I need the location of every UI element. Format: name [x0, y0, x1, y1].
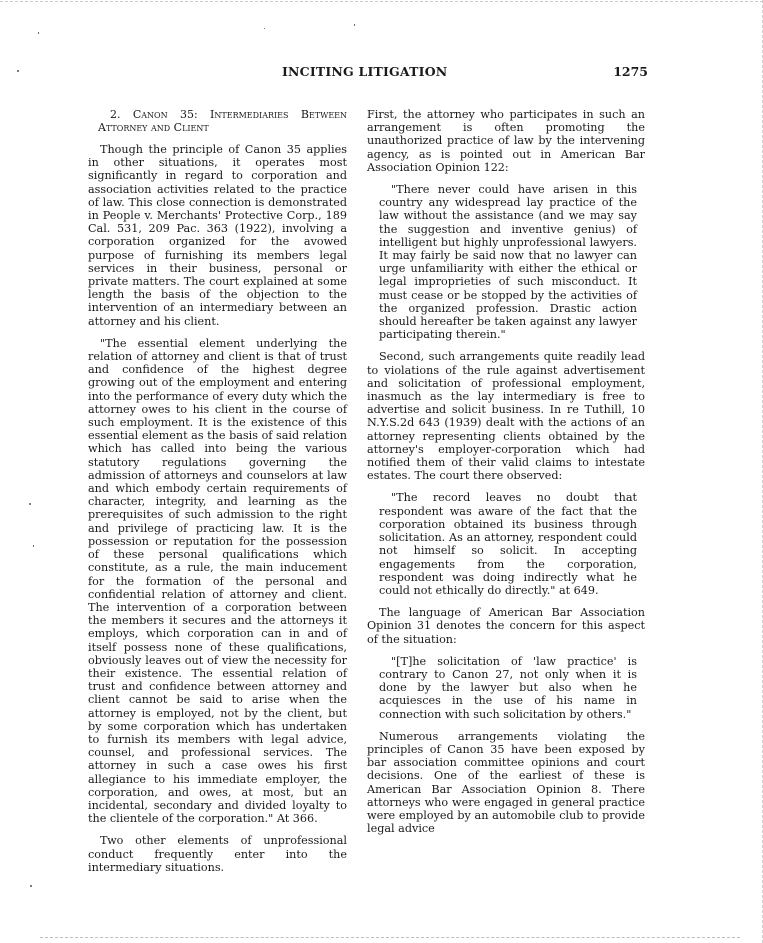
right-column: [367, 108, 645, 844]
scan-top-edge: [0, 1, 763, 2]
section-heading: 2. Canon 35: Intermediaries Between Attorney and Client: [98, 108, 347, 134]
scan-speck: [30, 885, 32, 887]
scan-speck: [264, 28, 265, 29]
block-quote: "There never could have arisen in this country any widespread lay practice of the law without the assistance (and we may say the suggestion and inventive genius) of intelligent but highly unprofessional lawyers. It may fairly be said now that no lawyer can urge unfamiliarity with either the ethical or legal improprieties of such misconduct. It must cease or be stopped by the activities of the organized profession. Drastic action should hereafter be taken against any lawyer participating therein.": [379, 183, 637, 342]
left-column: [88, 108, 347, 883]
paragraph: Second, such arrangements quite readily lead to violations of the rule against advertisement and solicitation of professional employment, inasmuch as the lay intermediary is free to advertise and solicit business. In re Tuthill, 10 N.Y.S.2d 643 (1939) dealt with the actions of an attorney representing clients obtained by the attorney's employer-corporation which had notified them of their valid claims to intestate estates. The court there observed:: [367, 350, 645, 483]
block-quote: "The record leaves no doubt that respondent was aware of the fact that the corporation obtained its business through solicitation. As an attorney, respondent could not himself so solicit. In accepting engagements from the corporation, respondent was doing indirectly what he could not ethically do directly." at 649.: [379, 491, 637, 597]
scan-speck: [354, 24, 355, 26]
scan-speck: [29, 503, 31, 505]
page-number: 1275: [613, 64, 648, 79]
block-quote: "[T]he solicitation of 'law practice' is contrary to Canon 27, not only when it is done by the lawyer but also when he acquiesces in the use of his name in connection with such solicitation by others.": [379, 654, 637, 721]
paragraph: Two other elements of unprofessional conduct frequently enter into the intermediary situations.: [88, 834, 347, 874]
running-head: INCITING LITIGATION: [282, 64, 448, 79]
page-header: [88, 64, 648, 84]
scan-speck: [33, 545, 34, 547]
scan-speck: [38, 32, 39, 34]
scan-speck: [17, 70, 19, 72]
paragraph: First, the attorney who participates in such an arrangement is often promoting the unauthorized practice of law by the intervening agency, as is pointed out in American Bar Association Opinion 122:: [367, 108, 645, 174]
paragraph: The language of American Bar Association Opinion 31 denotes the concern for this aspect of the situation:: [367, 606, 645, 646]
paragraph: Though the principle of Canon 35 applies in other situations, it operates most significantly in regard to corporation and association activities related to the practice of law. This close connection is demonstrated in People v. Merchants' Protective Corp., 189 Cal. 531, 209 Pac. 363 (1922), involving a corporation organized for the avowed purpose of furnishing its members legal services in their business, personal or private matters. The court explained at some length the basis of the objection to the intervention of an intermediary between an attorney and his client.: [88, 143, 347, 328]
scan-bottom-edge: [40, 937, 740, 938]
block-quote: "The essential element underlying the relation of attorney and client is that of trust and confidence of the highest degree growing out of the employment and entering into the performance of every duty which the attorney owes to his client in the course of such employment. It is the existence of this essential element as the basis of said relation which has called into being the various statutory regulations governing the admission of attorneys and counselors at law and which embody certain requirements of character, integrity, and learning as the prerequisites of such admission to the right and privilege of practicing law. It is the possession or reputation for the possession of these personal qualifications which constitute, as a rule, the main inducement for the formation of the personal and confidential relation of attorney and client. The intervention of a corporation between the members it secures and the attorneys it employs, which corporation can in and of itself possess none of these qualifications, obviously leaves out of view the necessity for their existence. The essential relation of trust and confidence between attorney and client cannot be said to arise when the attorney is employed, not by the client, but by some corporation which has undertaken to furnish its members with legal advice, counsel, and professional services. The attorney in such a case owes his first allegiance to his immediate employer, the corporation, and owes, at most, but an incidental, secondary and divided loyalty to the clientele of the corporation." At 366.: [88, 336, 347, 826]
paragraph: Numerous arrangements violating the principles of Canon 35 have been exposed by bar association committee opinions and court decisions. One of the earliest of these is American Bar Association Opinion 8. There attorneys who were engaged in general practice were employed by an automobile club to provide legal advice: [367, 729, 645, 836]
